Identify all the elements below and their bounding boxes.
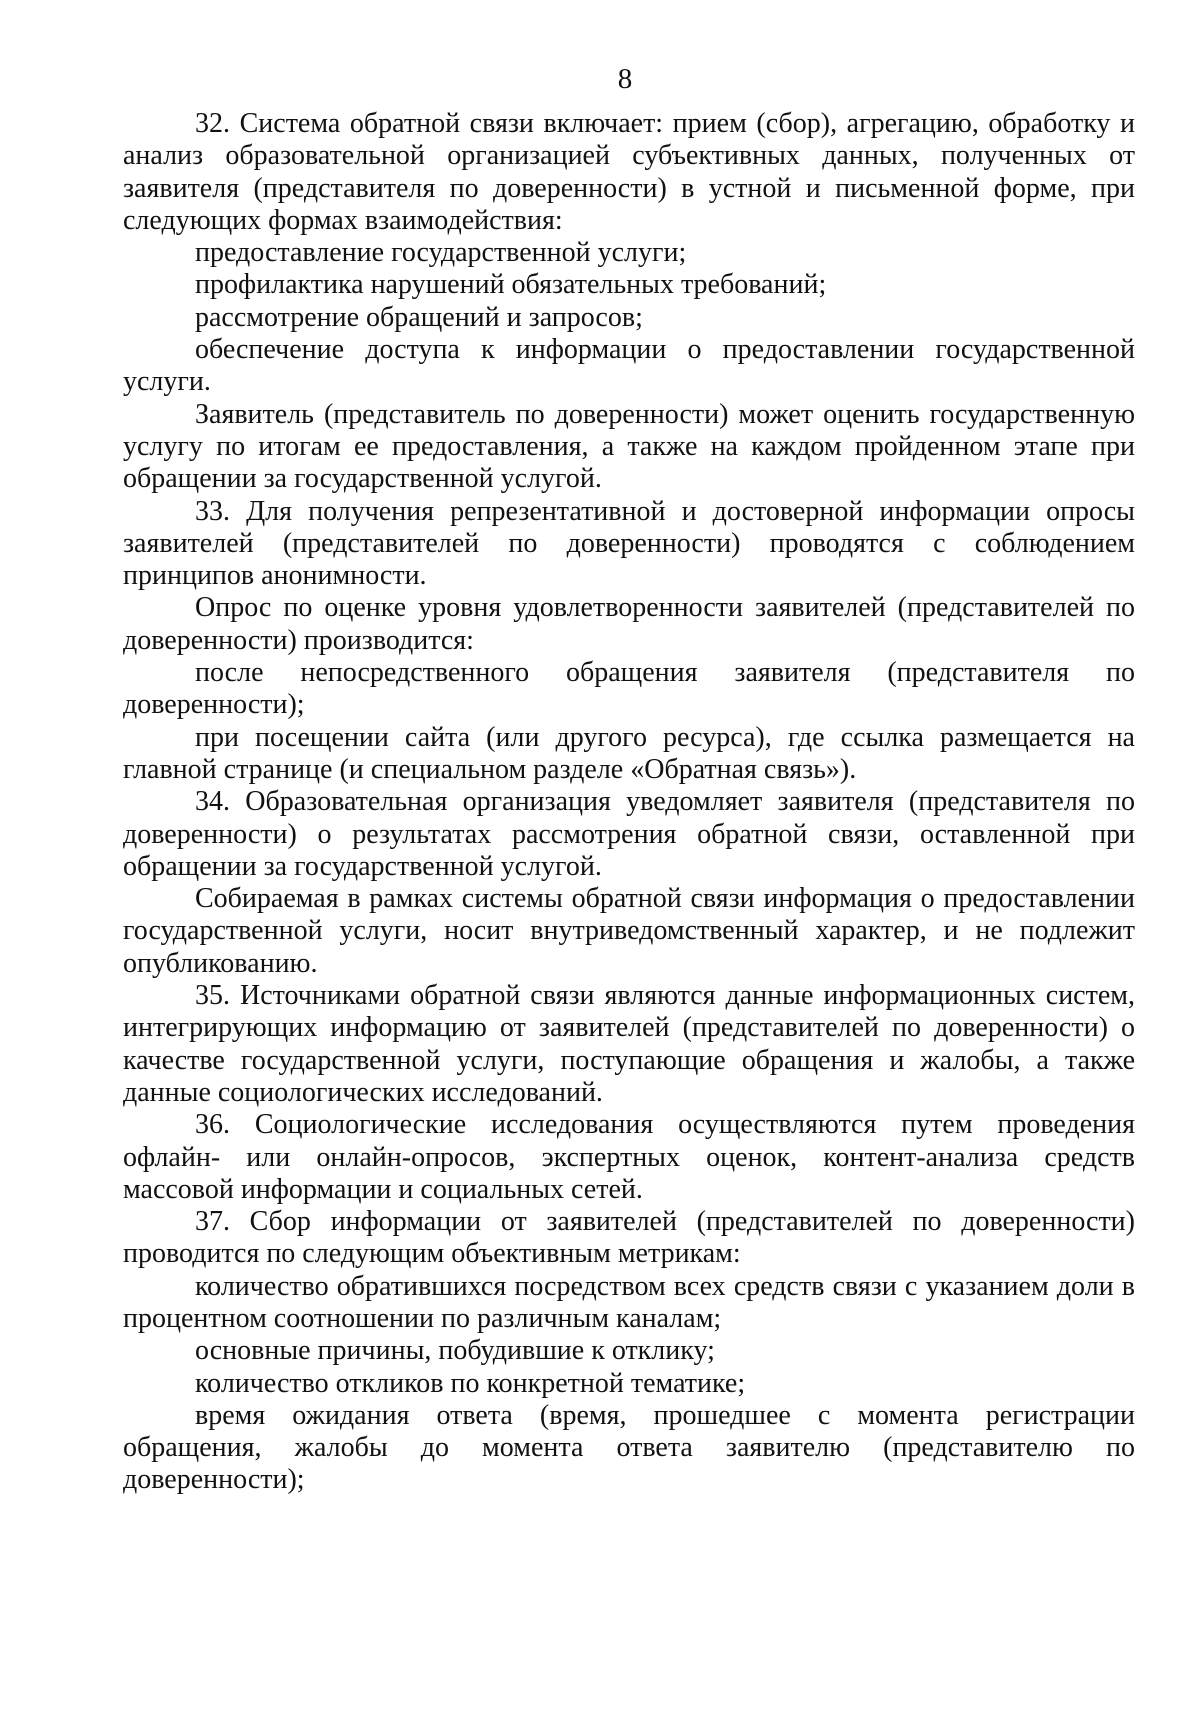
paragraph: Опрос по оценке уровня удовлетворенности заявителей (представителей по доверенности) производится:: [123, 592, 1135, 656]
list-item: количество откликов по конкретной тематике;: [195, 1367, 746, 1399]
list-item: основные причины, побудившие к отклику;: [195, 1335, 715, 1367]
paragraph: Заявитель (представитель по доверенности) может оценить государственную услугу по итогам ее предоставления, а также на каждом пройденном этапе при обращении за государственной услугой.: [123, 398, 1135, 495]
list-item: время ожидания ответа (время, прошедшее с момента регистрации обращения, жалобы до момента ответа заявителю (представителю по доверенности);: [123, 1399, 1135, 1496]
paragraph: Собираемая в рамках системы обратной связи информация о предоставлении государственной услуги, носит внутриведомственный характер, и не подлежит опубликованию.: [123, 883, 1135, 979]
paragraph-32: 32. Система обратной связи включает: прием (сбор), агрегацию, обработку и анализ образовательной организацией субъективных данных, полученных от заявителя (представителя по доверенности) в устной и письменной форме, при следующих формах взаимодействия:: [123, 108, 1135, 236]
list-item: рассмотрение обращений и запросов;: [195, 301, 643, 333]
page-number: 8: [617, 63, 633, 95]
list-item: профилактика нарушений обязательных требований;: [195, 269, 827, 301]
paragraph-36: 36. Социологические исследования осуществляются путем проведения офлайн- или онлайн-опросов, экспертных оценок, контент-анализа средств массовой информации и социальных сетей.: [123, 1109, 1135, 1205]
list-item: предоставление государственной услуги;: [195, 237, 687, 269]
list-item: после непосредственного обращения заявителя (представителя по доверенности);: [123, 657, 1135, 721]
list-item: количество обратившихся посредством всех средств связи с указанием доли в процентном соотношении по различным каналам;: [123, 1270, 1135, 1334]
list-item: обеспечение доступа к информации о предоставлении государственной услуги.: [123, 334, 1135, 398]
paragraph-34: 34. Образовательная организация уведомляет заявителя (представителя по доверенности) о результатах рассмотрения обратной связи, оставленной при обращении за государственной услугой.: [123, 786, 1135, 882]
paragraph-35: 35. Источниками обратной связи являются данные информационных систем, интегрирующих информацию от заявителей (представителей по доверенности) о качестве государственной услуги, поступающие обращения и жалобы, а также данные социологических исследований.: [123, 980, 1135, 1108]
document-body: [123, 108, 1135, 1497]
paragraph-37: 37. Сбор информации от заявителей (представителей по доверенности) проводится по следующим объективным метрикам:: [123, 1206, 1135, 1270]
paragraph-33: 33. Для получения репрезентативной и достоверной информации опросы заявителей (представителей по доверенности) проводятся с соблюдением принципов анонимности.: [123, 495, 1135, 592]
list-item: при посещении сайта (или другого ресурса), где ссылка размещается на главной странице (и специальном разделе «Обратная связь»).: [123, 721, 1135, 785]
